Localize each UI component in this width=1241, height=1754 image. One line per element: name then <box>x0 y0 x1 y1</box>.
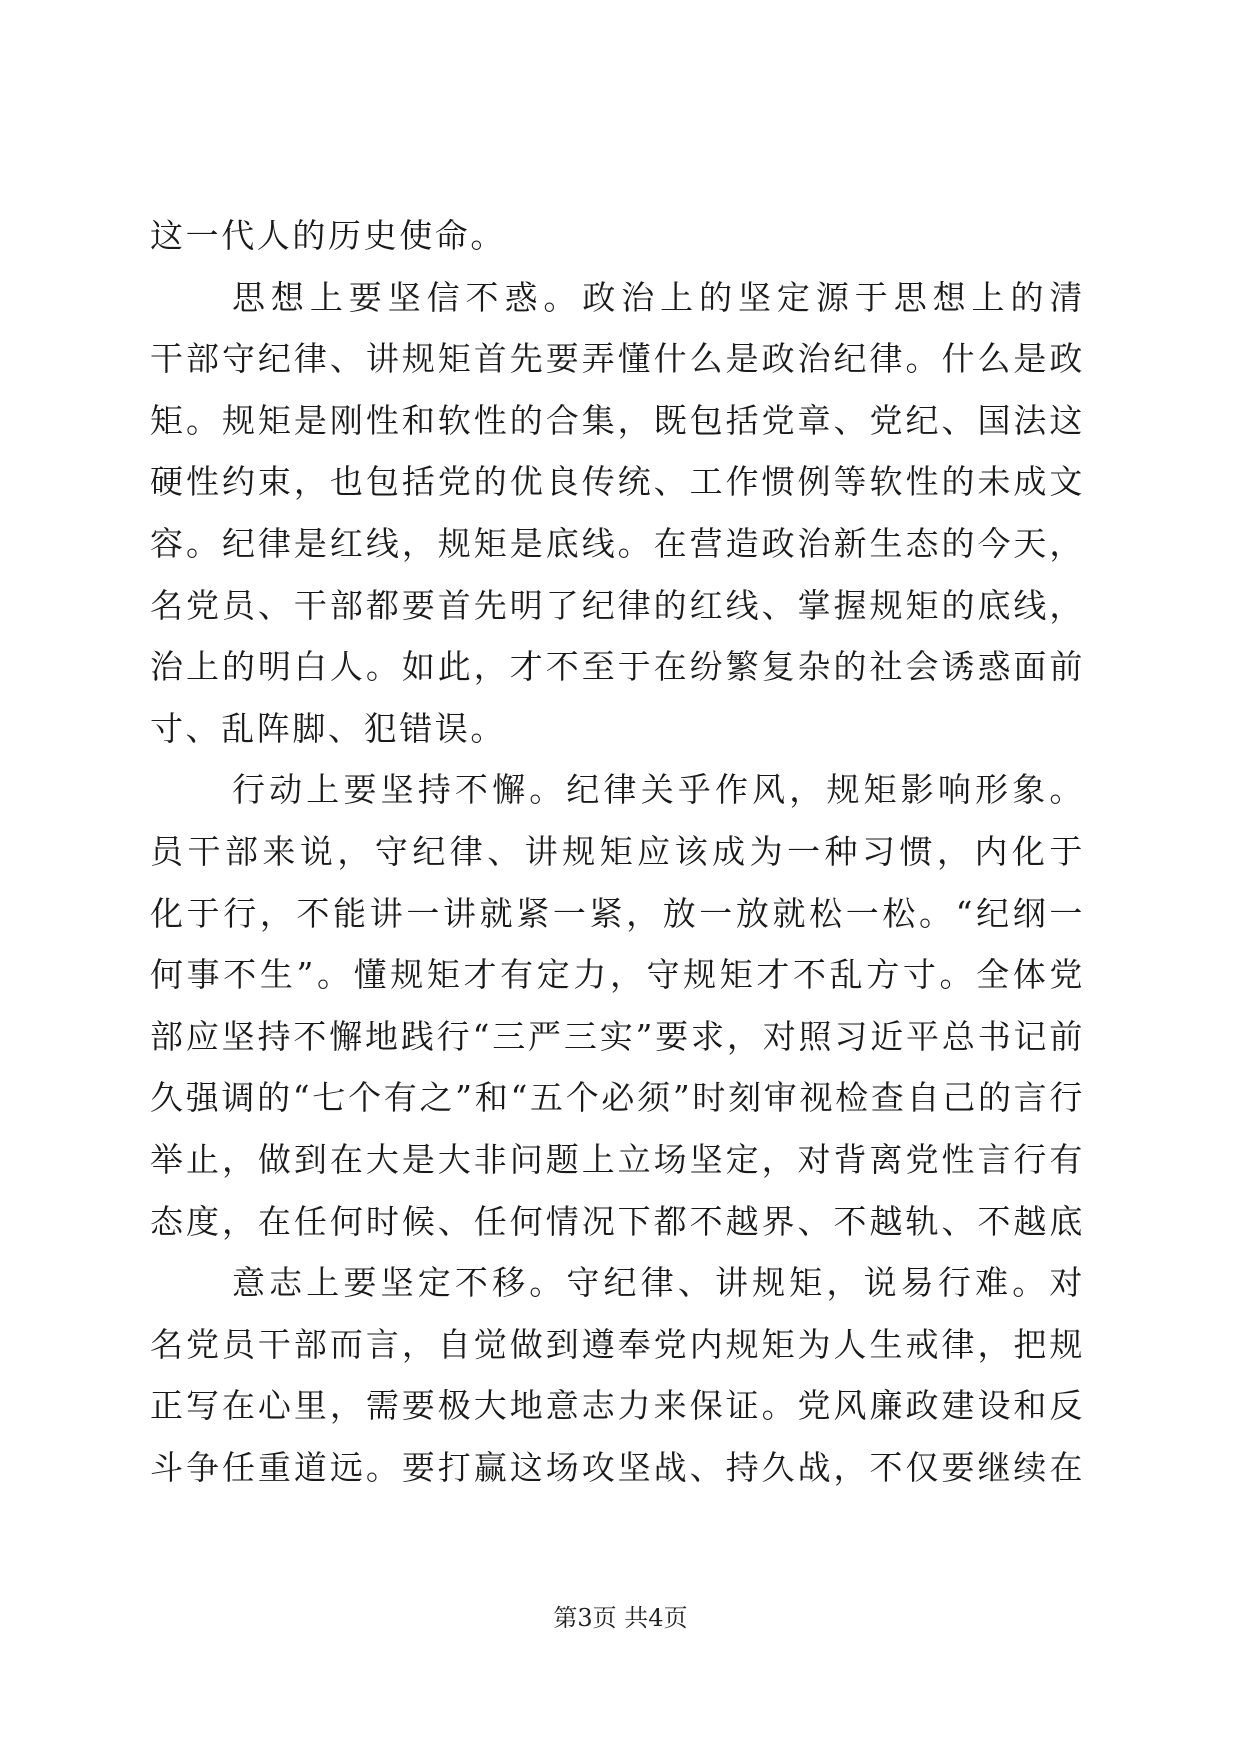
text-line: 斗争任重道远。要打赢这场攻坚战、持久战，不仅要继续在 <box>150 1447 1085 1487</box>
paragraph-first-line: 意志上要坚定不移。守纪律、讲规矩，说易行难。对 <box>232 1263 1085 1303</box>
text-line: 这一代人的历史使命。 <box>150 216 506 255</box>
text-line: 久强调的“七个有之”和“五个必须”时刻审视检查自己的言行 <box>150 1078 1085 1118</box>
text-line: 态度，在任何时候、任何情况下都不越界、不越轨、不越底 <box>150 1201 1085 1241</box>
text-line: 部应坚持不懈地践行“三严三实”要求，对照习近平总书记前 <box>150 1016 1085 1056</box>
text-line: 寸、乱阵脚、犯错误。 <box>150 708 506 748</box>
page-number-footer: 第3页 共4页 <box>553 1604 688 1632</box>
text-line: 何事不生”。懂规矩才有定力，守规矩才不乱方寸。全体党 <box>150 955 1085 995</box>
paragraph-first-line: 行动上要坚持不懈。纪律关乎作风，规矩影响形象。 <box>232 770 1085 810</box>
text-line: 干部守纪律、讲规矩首先要弄懂什么是政治纪律。什么是政 <box>150 339 1085 379</box>
text-line: 容。纪律是红线，规矩是底线。在营造政治新生态的今天， <box>150 523 1085 563</box>
text-line: 治上的明白人。如此，才不至于在纷繁复杂的社会诱惑面前 <box>150 647 1085 687</box>
document-body <box>150 205 1085 1498</box>
paragraph-first-line: 思想上要坚信不惑。政治上的坚定源于思想上的清 <box>232 277 1085 317</box>
text-line: 名党员干部而言，自觉做到遵奉党内规矩为人生戒律，把规 <box>150 1324 1085 1364</box>
text-line: 举止，做到在大是大非问题上立场坚定，对背离党性言行有 <box>150 1139 1085 1179</box>
text-line: 化于行，不能讲一讲就紧一紧，放一放就松一松。“纪纲一 <box>150 893 1085 933</box>
text-line: 员干部来说，守纪律、讲规矩应该成为一种习惯，内化于 <box>150 831 1085 871</box>
text-line: 名党员、干部都要首先明了纪律的红线、掌握规矩的底线， <box>150 585 1085 625</box>
text-line: 硬性约束，也包括党的优良传统、工作惯例等软性的未成文 <box>150 462 1085 502</box>
text-line: 矩。规矩是刚性和软性的合集，既包括党章、党纪、国法这 <box>150 400 1085 440</box>
text-line: 正写在心里，需要极大地意志力来保证。党风廉政建设和反 <box>150 1386 1085 1426</box>
